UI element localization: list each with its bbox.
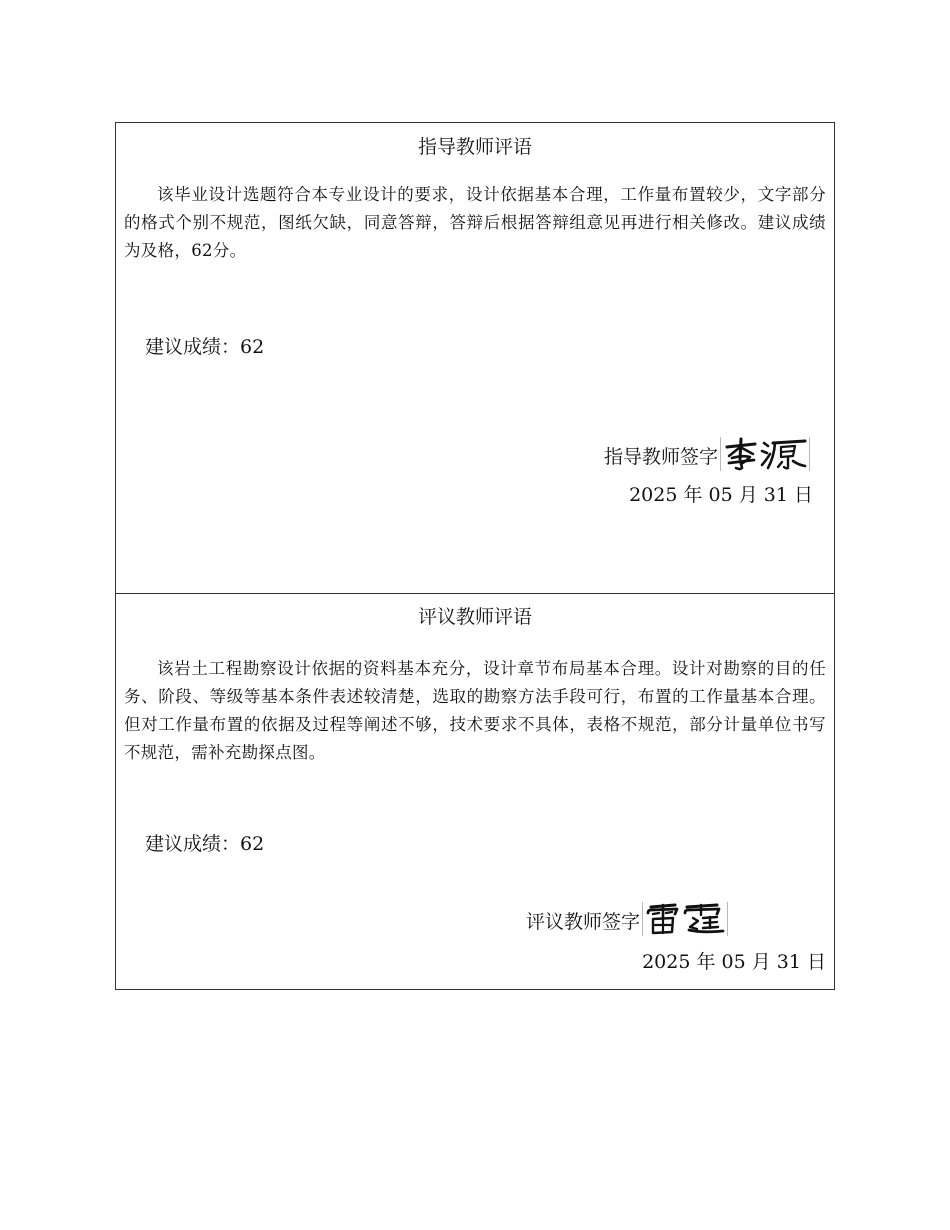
advisor-suggested-grade: 建议成绩：62 bbox=[145, 336, 265, 358]
advisor-signature-label: 指导教师签字 bbox=[604, 446, 719, 468]
reviewer-sign-date: 2025 年 05 月 31 日 bbox=[642, 951, 826, 973]
advisor-comment-text: 该毕业设计选题符合本专业设计的要求，设计依据基本合理，工作量布置较少，文字部分的格式个别不规范，图纸欠缺，同意答辩，答辩后根据答辩组意见再进行相关修改。建议成绩为及格，62分。 bbox=[124, 185, 826, 260]
reviewer-handwritten-signature bbox=[642, 902, 728, 936]
reviewer-suggested-grade: 建议成绩：62 bbox=[145, 833, 265, 855]
reviewer-signature-row bbox=[526, 900, 728, 934]
advisor-handwritten-signature bbox=[720, 437, 810, 471]
advisor-section-title: 指导教师评语 bbox=[417, 136, 532, 158]
advisor-sign-date: 2025 年 05 月 31 日 bbox=[629, 484, 813, 506]
advisor-signature-row bbox=[604, 435, 810, 469]
reviewer-comment-section bbox=[116, 594, 834, 989]
reviewer-section-title: 评议教师评语 bbox=[417, 606, 532, 628]
advisor-comment-section bbox=[116, 123, 834, 594]
evaluation-form bbox=[115, 122, 835, 990]
reviewer-signature-label: 评议教师签字 bbox=[526, 911, 641, 933]
reviewer-comment-text: 该岩土工程勘察设计依据的资料基本充分，设计章节布局基本合理。设计对勘察的目的任务、阶段、等级等基本条件表述较清楚，选取的勘察方法手段可行，布置的工作量基本合理。但对工作量布置的依据及过程等阐述不够，技术要求不具体，表格不规范，部分计量单位书写不规范，需补充勘探点图。 bbox=[124, 659, 826, 762]
